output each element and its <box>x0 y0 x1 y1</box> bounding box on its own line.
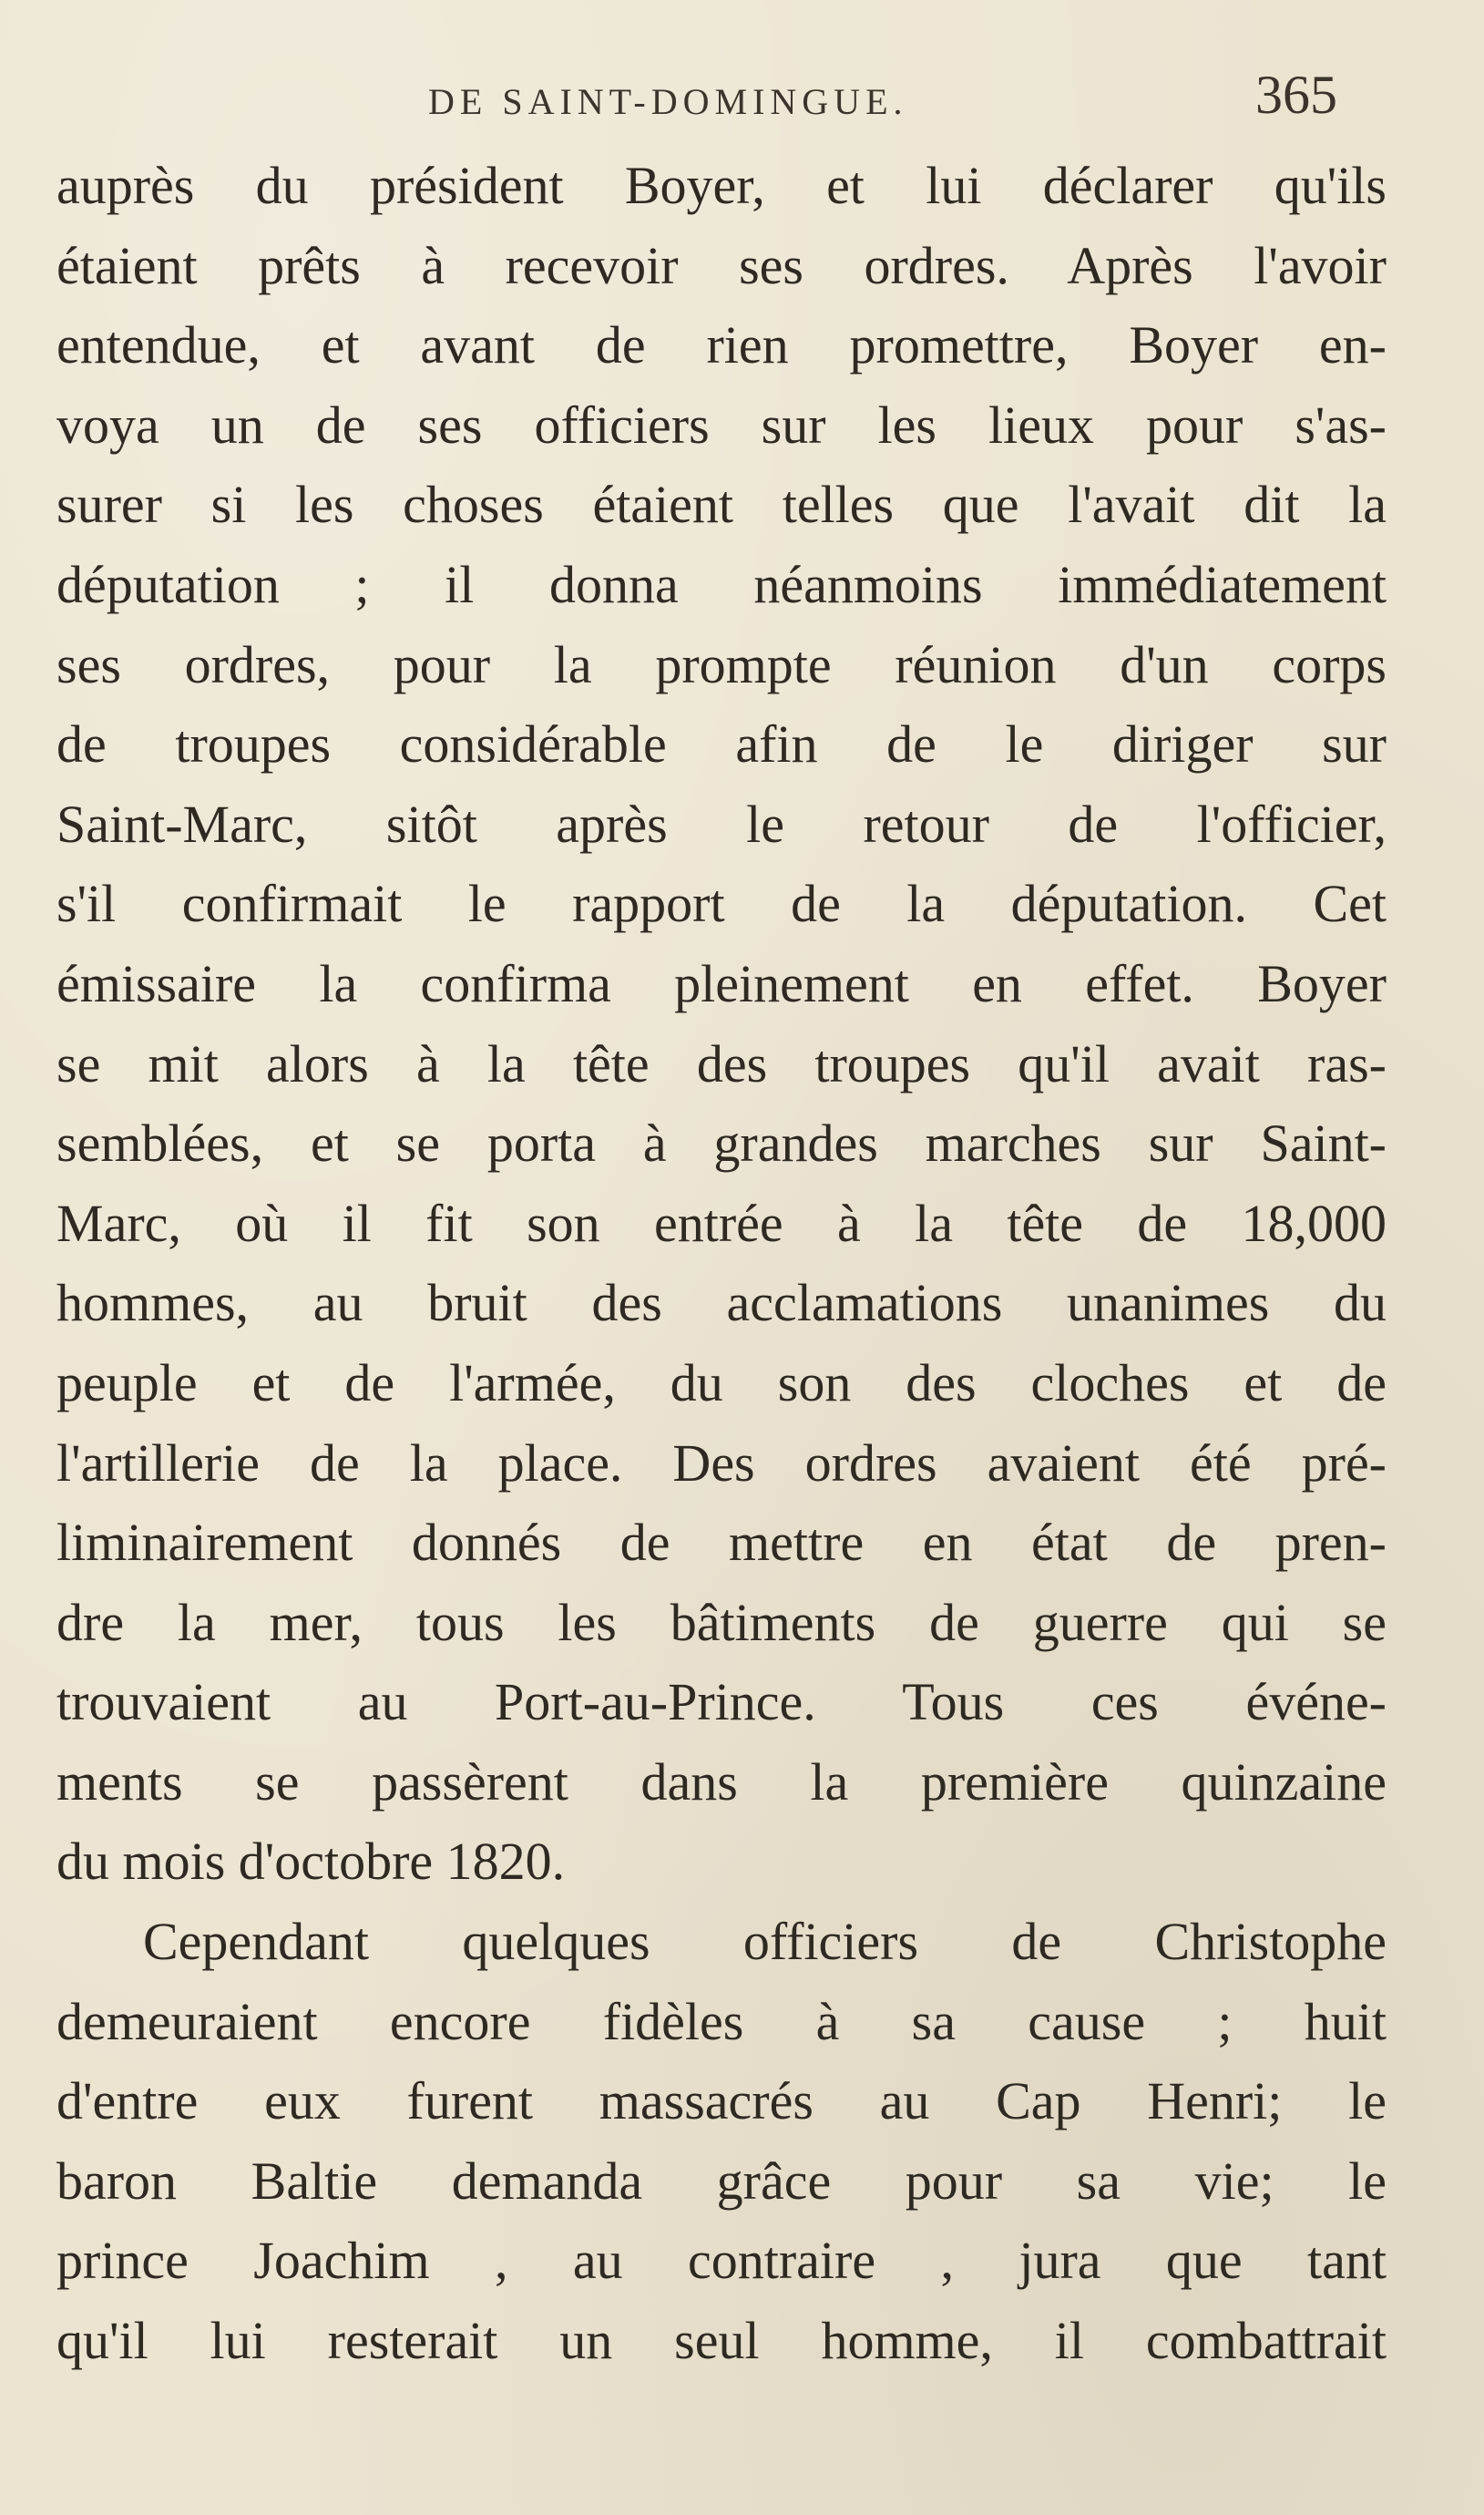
text-line: voya un de ses officiers sur les lieux pour s'as- <box>56 395 1387 455</box>
text-line: de troupes considérable afin de le diriger sur <box>56 714 1387 775</box>
text-line: d'entre eux furent massacrés au Cap Henri; le <box>56 2071 1387 2131</box>
text-line: auprès du président Boyer, et lui déclarer qu'ils <box>56 156 1387 215</box>
text-line: surer si les choses étaient telles que l'avait dit la <box>56 475 1387 535</box>
page-body <box>56 146 1387 2381</box>
text-line: Saint-Marc, sitôt après le retour de l'officier, <box>56 794 1387 854</box>
text-line: se mit alors à la tête des troupes qu'il avait ras- <box>56 1033 1387 1093</box>
text-line: entendue, et avant de rien promettre, Boyer en- <box>56 315 1387 375</box>
text-line: du mois d'octobre 1820. <box>56 1832 566 1892</box>
running-head: DE SAINT-DOMINGUE. <box>428 81 908 122</box>
text-line: baron Baltie demanda grâce pour sa vie; le <box>56 2151 1387 2211</box>
text-line: semblées, et se porta à grandes marches sur Saint- <box>56 1114 1387 1174</box>
text-line: dre la mer, tous les bâtiments de guerre qui se <box>56 1592 1387 1652</box>
page-number: 365 <box>1255 65 1337 125</box>
text-line: ments se passèrent dans la première quinzaine <box>56 1751 1387 1812</box>
text-line: demeuraient encore fidèles à sa cause ; huit <box>56 1991 1387 2051</box>
text-line: étaient prêts à recevoir ses ordres. Après l'avoir <box>56 235 1387 295</box>
text-line: l'artillerie de la place. Des ordres avaient été pré- <box>56 1432 1387 1493</box>
paragraph <box>56 146 1387 1902</box>
page-header <box>0 64 1484 146</box>
text-line: Marc, où il fit son entrée à la tête de 18,000 <box>56 1193 1387 1253</box>
text-line: liminairement donnés de mettre en état de pren- <box>56 1513 1387 1573</box>
text-line: hommes, au bruit des acclamations unanimes du <box>56 1273 1387 1333</box>
text-line: Cependant quelques officiers de Christophe <box>143 1912 1387 1972</box>
text-line: ses ordres, pour la prompte réunion d'un corps <box>56 634 1387 694</box>
text-line: peuple et de l'armée, du son des cloches et de <box>56 1352 1387 1412</box>
paragraph <box>56 1902 1387 2381</box>
text-line: qu'il lui resterait un seul homme, il combattrait <box>56 2311 1387 2371</box>
text-line: émissaire la confirma pleinement en effet. Boyer <box>56 953 1387 1013</box>
text-line: trouvaient au Port-au-Prince. Tous ces événe- <box>56 1672 1387 1732</box>
text-line: s'il confirmait le rapport de la députation. Cet <box>56 874 1387 934</box>
text-line: députation ; il donna néanmoins immédiatement <box>56 554 1387 614</box>
text-line: prince Joachim , au contraire , jura que tant <box>56 2231 1387 2291</box>
